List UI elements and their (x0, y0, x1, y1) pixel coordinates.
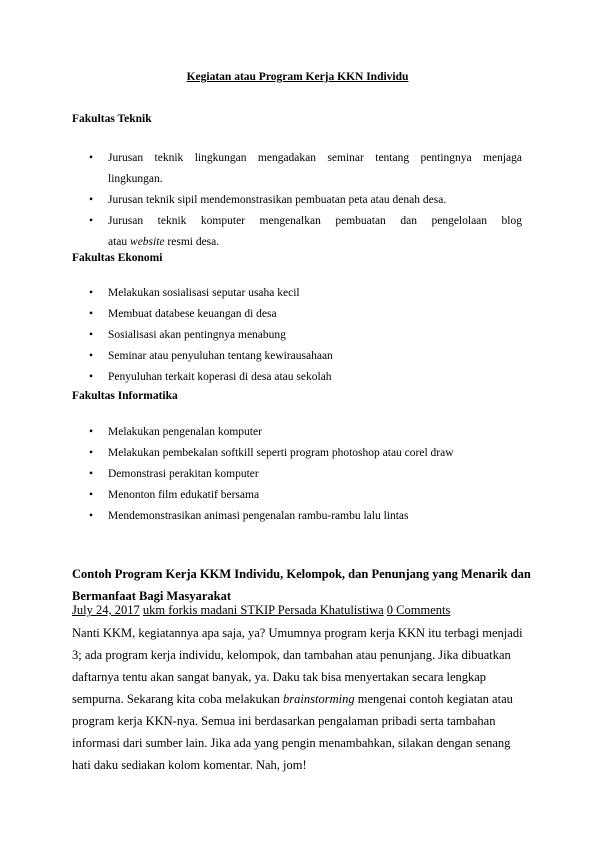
list-item-text-line: Jurusan teknik lingkungan mengadakan seminar tentang pentingnya menjaga (108, 152, 522, 164)
list-item-text: Melakukan pembekalan softkill seperti program photoshop atau corel draw (108, 447, 454, 459)
list-item (72, 211, 522, 253)
list-item-text: Demonstrasi perakitan komputer (108, 468, 259, 480)
bullet-icon: • (89, 510, 94, 522)
list-item-text: Seminar atau penyuluhan tentang kewirausahaan (108, 350, 333, 362)
list-item (72, 464, 522, 485)
list-item (72, 304, 522, 325)
section-heading-teknik: Fakultas Teknik (72, 113, 152, 125)
bullet-icon: • (89, 194, 94, 206)
list-item-text-line: Jurusan teknik komputer mengenalkan pembuatan dan pengelolaan blog (108, 215, 522, 227)
article-meta (72, 601, 450, 619)
teknik-list (72, 148, 522, 253)
list-item (72, 422, 522, 443)
list-item-text: Sosialisasi akan pentingnya menabung (108, 329, 286, 341)
bullet-icon: • (89, 152, 94, 164)
bullet-icon: • (89, 350, 94, 362)
bullet-icon: • (89, 371, 94, 383)
list-item (72, 325, 522, 346)
list-item (72, 506, 522, 527)
article-title: Contoh Program Kerja KKM Individu, Kelompok, dan Penunjang yang Menarik dan Bermanfaat Bagi Masyarakat (72, 567, 531, 603)
document-title: Kegiatan atau Program Kerja KKN Individu (186, 71, 409, 83)
text-run: atau (108, 236, 131, 248)
list-item (72, 283, 522, 304)
list-item-text: Membuat databese keuangan di desa (108, 308, 277, 320)
list-item (72, 443, 522, 464)
emphasis-text: website (130, 236, 165, 248)
bullet-icon: • (89, 468, 94, 480)
text-run: mengenai contoh kegiatan atau program kerja KKN-nya. Semua ini berdasarkan pengalaman pribadi serta tambahan informasi dari sumber lain. Jika ada yang pengin menambahkan, silakan dengan senang hati daku sediakan kolom komentar. Nah, jom! (72, 692, 513, 772)
section-heading-informatika: Fakultas Informatika (72, 390, 178, 402)
bullet-icon: • (89, 426, 94, 438)
article-author-link[interactable]: ukm forkis madani STKIP Persada Khatulistiwa (142, 603, 384, 617)
text-run: resmi desa. (164, 236, 220, 248)
article-date-link[interactable]: July 24, 2017 (72, 603, 140, 617)
bullet-icon: • (89, 329, 94, 341)
list-item-text: Menonton film edukatif bersama (108, 489, 260, 501)
list-item (72, 367, 522, 388)
list-item (72, 148, 522, 190)
bullet-icon: • (89, 287, 94, 299)
list-item-text: Penyuluhan terkait koperasi di desa atau sekolah (108, 371, 332, 383)
list-item-text: Jurusan teknik sipil mendemonstrasikan pembuatan peta atau denah desa. (108, 194, 447, 206)
list-item-text-line (108, 236, 219, 248)
list-item-text: Melakukan pengenalan komputer (108, 426, 262, 438)
list-item-text: Melakukan sosialisasi seputar usaha kecil (108, 287, 300, 299)
article-comments-link[interactable]: 0 Comments (386, 603, 451, 617)
list-item (72, 190, 522, 211)
list-item (72, 346, 522, 367)
list-item-text-line: lingkungan. (108, 173, 163, 185)
text-run: Nanti KKM, kegiatannya apa saja, ya? Umumnya program kerja KKN itu terbagi menjadi 3; ada program kerja individu, kelompok, dan tambahan atau penunjang. Jika dibuatkan daftarnya tentu akan sangat banyak, ya. Daku tak bisa menyertakan secara lengkap sempurna. Sekarang kita coba melakukan (72, 626, 523, 706)
section-heading-ekonomi: Fakultas Ekonomi (72, 252, 163, 264)
informatika-list (72, 422, 522, 527)
list-item-text: Mendemonstrasikan animasi pengenalan rambu-rambu lalu lintas (108, 510, 409, 522)
bullet-icon: • (89, 215, 94, 227)
bullet-icon: • (89, 447, 94, 459)
article-body (72, 622, 532, 776)
bullet-icon: • (89, 489, 94, 501)
ekonomi-list (72, 283, 522, 388)
emphasis-text: brainstorming (283, 692, 355, 706)
bullet-icon: • (89, 308, 94, 320)
list-item (72, 485, 522, 506)
